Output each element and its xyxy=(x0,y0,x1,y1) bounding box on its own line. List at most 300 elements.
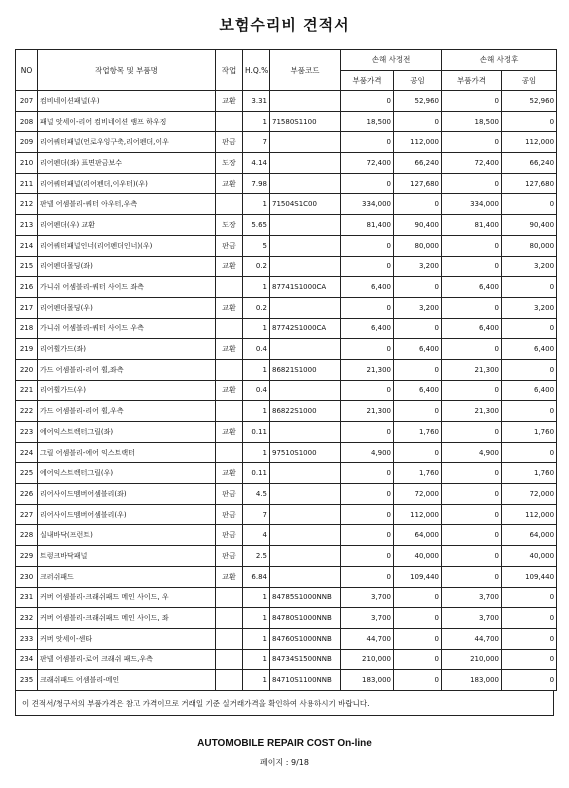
row-hq: 1 xyxy=(243,359,270,380)
row-hq: 3.31 xyxy=(243,91,270,112)
row-work: 교환 xyxy=(216,91,243,112)
row-before-labor: 90,400 xyxy=(394,215,442,236)
row-item: 리어휠가드(우) xyxy=(38,380,216,401)
table-row xyxy=(16,628,557,649)
row-hq: 6.84 xyxy=(243,566,270,587)
row-item: 커버 앗세이-센타 xyxy=(38,628,216,649)
row-after-part-price: 81,400 xyxy=(442,215,502,236)
row-no: 228 xyxy=(16,525,38,546)
row-after-labor: 0 xyxy=(502,401,557,422)
row-item: 트렁크바닥패널 xyxy=(38,546,216,567)
header-before-part-price: 부품가격 xyxy=(341,70,394,91)
row-item: 크러쉬패드 xyxy=(38,566,216,587)
row-after-part-price: 0 xyxy=(442,422,502,443)
row-after-part-price: 0 xyxy=(442,297,502,318)
row-no: 215 xyxy=(16,256,38,277)
row-no: 219 xyxy=(16,339,38,360)
row-work: 교환 xyxy=(216,566,243,587)
row-work xyxy=(216,649,243,670)
row-before-labor: 0 xyxy=(394,401,442,422)
table-row xyxy=(16,401,557,422)
page-number: 페이지 : 9/18 xyxy=(260,758,309,767)
document-title: 보험수리비 견적서 xyxy=(219,16,350,34)
row-before-labor: 0 xyxy=(394,442,442,463)
row-after-part-price: 0 xyxy=(442,546,502,567)
table-row xyxy=(16,256,557,277)
row-hq: 0.11 xyxy=(243,422,270,443)
row-item: 가니쉬 어셈블리-쿼터 사이드 좌측 xyxy=(38,277,216,298)
row-before-part-price: 0 xyxy=(341,132,394,153)
row-no: 223 xyxy=(16,422,38,443)
row-before-part-price: 72,400 xyxy=(341,153,394,174)
row-hq: 1 xyxy=(243,401,270,422)
row-hq: 1 xyxy=(243,670,270,691)
header-code: 부품코드 xyxy=(270,50,341,91)
row-before-part-price: 81,400 xyxy=(341,215,394,236)
row-part-code xyxy=(270,297,341,318)
row-before-labor: 6,400 xyxy=(394,339,442,360)
row-before-part-price: 6,400 xyxy=(341,318,394,339)
row-work: 판금 xyxy=(216,235,243,256)
row-item: 패널 앗세이-리어 컴비네이션 램프 하우징 xyxy=(38,111,216,132)
row-work xyxy=(216,194,243,215)
row-before-part-price: 0 xyxy=(341,463,394,484)
row-before-labor: 1,760 xyxy=(394,422,442,443)
row-item: 크래쉬패드 어셈블리-메인 xyxy=(38,670,216,691)
table-row xyxy=(16,670,557,691)
row-hq: 7 xyxy=(243,132,270,153)
row-hq: 7 xyxy=(243,504,270,525)
row-after-labor: 109,440 xyxy=(502,566,557,587)
row-before-part-price: 0 xyxy=(341,235,394,256)
row-before-labor: 52,960 xyxy=(394,91,442,112)
row-item: 리어사이드멤버어셈블리(좌) xyxy=(38,484,216,505)
row-after-part-price: 0 xyxy=(442,132,502,153)
header-after: 손해 사정후 xyxy=(442,50,557,71)
row-part-code: 87741S1000CA xyxy=(270,277,341,298)
row-after-part-price: 21,300 xyxy=(442,359,502,380)
header-after-labor: 공임 xyxy=(502,70,557,91)
row-before-labor: 1,760 xyxy=(394,463,442,484)
row-before-part-price: 18,500 xyxy=(341,111,394,132)
row-work: 판금 xyxy=(216,504,243,525)
row-after-labor: 3,200 xyxy=(502,256,557,277)
row-hq: 1 xyxy=(243,442,270,463)
row-before-part-price: 0 xyxy=(341,91,394,112)
row-before-labor: 0 xyxy=(394,359,442,380)
row-item: 리어펜더(우) 교환 xyxy=(38,215,216,236)
row-item: 커버 어셈블리-크래쉬패드 메인 사이드, 우 xyxy=(38,587,216,608)
row-part-code xyxy=(270,91,341,112)
row-item: 판넬 어셈블리-쿼터 아우터,우측 xyxy=(38,194,216,215)
table-row xyxy=(16,194,557,215)
row-before-part-price: 3,700 xyxy=(341,608,394,629)
row-after-labor: 90,400 xyxy=(502,215,557,236)
row-after-labor: 0 xyxy=(502,587,557,608)
row-hq: 1 xyxy=(243,111,270,132)
row-before-labor: 3,200 xyxy=(394,256,442,277)
row-before-part-price: 3,700 xyxy=(341,587,394,608)
table-row xyxy=(16,442,557,463)
row-item: 가드 어셈블리-리어 휠,우측 xyxy=(38,401,216,422)
row-before-part-price: 6,400 xyxy=(341,277,394,298)
header-hq: H.Q.% xyxy=(243,50,270,91)
row-item: 커버 어셈블리-크래쉬패드 메인 사이드, 좌 xyxy=(38,608,216,629)
row-after-part-price: 0 xyxy=(442,339,502,360)
row-work: 도장 xyxy=(216,215,243,236)
row-work: 판금 xyxy=(216,484,243,505)
row-after-part-price: 72,400 xyxy=(442,153,502,174)
row-hq: 0.4 xyxy=(243,339,270,360)
row-after-part-price: 334,000 xyxy=(442,194,502,215)
row-part-code xyxy=(270,463,341,484)
row-after-part-price: 6,400 xyxy=(442,318,502,339)
row-item: 실내바닥(프런트) xyxy=(38,525,216,546)
row-hq: 4 xyxy=(243,525,270,546)
row-before-part-price: 4,900 xyxy=(341,442,394,463)
row-part-code xyxy=(270,422,341,443)
row-after-labor: 0 xyxy=(502,442,557,463)
row-no: 231 xyxy=(16,587,38,608)
row-item: 리어사이드멤버어셈블리(우) xyxy=(38,504,216,525)
disclaimer-note: 이 견적서/청구서의 부품가격은 참고 가격이므로 거래일 기준 실거래가격을 확인하여 사용하시기 바랍니다. xyxy=(15,690,554,716)
row-part-code: 84780S1000NNB xyxy=(270,608,341,629)
row-before-part-price: 334,000 xyxy=(341,194,394,215)
row-no: 211 xyxy=(16,173,38,194)
row-before-labor: 127,680 xyxy=(394,173,442,194)
row-work: 판금 xyxy=(216,132,243,153)
row-work: 판금 xyxy=(216,525,243,546)
row-part-code xyxy=(270,235,341,256)
row-after-labor: 52,960 xyxy=(502,91,557,112)
row-item: 리어휠가드(좌) xyxy=(38,339,216,360)
table-row xyxy=(16,380,557,401)
row-hq: 4.5 xyxy=(243,484,270,505)
row-after-labor: 0 xyxy=(502,277,557,298)
row-work: 판금 xyxy=(216,546,243,567)
row-work: 교환 xyxy=(216,173,243,194)
row-after-part-price: 21,300 xyxy=(442,401,502,422)
table-row xyxy=(16,153,557,174)
row-after-labor: 1,760 xyxy=(502,463,557,484)
row-before-labor: 0 xyxy=(394,318,442,339)
row-after-labor: 6,400 xyxy=(502,339,557,360)
row-item: 가드 어셈블리-리어 휠,좌측 xyxy=(38,359,216,380)
row-after-part-price: 18,500 xyxy=(442,111,502,132)
header-after-part-price: 부품가격 xyxy=(442,70,502,91)
row-before-part-price: 0 xyxy=(341,256,394,277)
row-part-code xyxy=(270,546,341,567)
row-after-part-price: 0 xyxy=(442,566,502,587)
table-row xyxy=(16,422,557,443)
row-after-part-price: 0 xyxy=(442,484,502,505)
row-part-code xyxy=(270,525,341,546)
row-item: 가니쉬 어셈블리-쿼터 사이드 우측 xyxy=(38,318,216,339)
row-after-labor: 0 xyxy=(502,649,557,670)
row-before-labor: 72,000 xyxy=(394,484,442,505)
header-no: NO xyxy=(16,50,38,91)
table-row xyxy=(16,132,557,153)
row-work xyxy=(216,111,243,132)
row-work xyxy=(216,587,243,608)
row-no: 233 xyxy=(16,628,38,649)
row-part-code xyxy=(270,173,341,194)
table-row xyxy=(16,463,557,484)
row-part-code: 84710S1100NNB xyxy=(270,670,341,691)
row-no: 222 xyxy=(16,401,38,422)
row-after-labor: 1,760 xyxy=(502,422,557,443)
row-no: 214 xyxy=(16,235,38,256)
row-part-code: 71504S1C00 xyxy=(270,194,341,215)
row-after-labor: 3,200 xyxy=(502,297,557,318)
row-after-part-price: 0 xyxy=(442,380,502,401)
row-before-part-price: 21,300 xyxy=(341,359,394,380)
footer-brand: AUTOMOBILE REPAIR COST On-line xyxy=(197,738,372,749)
row-no: 207 xyxy=(16,91,38,112)
row-no: 230 xyxy=(16,566,38,587)
row-item: 판넬 어셈블리-로어 크래쉬 패드,우측 xyxy=(38,649,216,670)
table-row xyxy=(16,587,557,608)
row-before-labor: 0 xyxy=(394,587,442,608)
row-hq: 1 xyxy=(243,628,270,649)
row-after-part-price: 44,700 xyxy=(442,628,502,649)
row-after-part-price: 0 xyxy=(442,235,502,256)
row-before-part-price: 0 xyxy=(341,380,394,401)
row-part-code xyxy=(270,504,341,525)
table-row xyxy=(16,608,557,629)
table-row xyxy=(16,173,557,194)
row-part-code xyxy=(270,484,341,505)
row-before-part-price: 183,000 xyxy=(341,670,394,691)
table-row xyxy=(16,111,557,132)
row-work: 교환 xyxy=(216,463,243,484)
row-after-part-price: 0 xyxy=(442,91,502,112)
row-after-part-price: 210,000 xyxy=(442,649,502,670)
row-before-labor: 0 xyxy=(394,194,442,215)
row-after-part-price: 0 xyxy=(442,256,502,277)
row-work xyxy=(216,442,243,463)
row-item: 에어익스트렉터그릴(우) xyxy=(38,463,216,484)
header-before: 손해 사정전 xyxy=(341,50,442,71)
row-after-labor: 0 xyxy=(502,111,557,132)
row-hq: 1 xyxy=(243,318,270,339)
row-no: 226 xyxy=(16,484,38,505)
row-before-part-price: 0 xyxy=(341,504,394,525)
row-before-labor: 0 xyxy=(394,608,442,629)
row-part-code: 87742S1000CA xyxy=(270,318,341,339)
row-no: 217 xyxy=(16,297,38,318)
row-after-part-price: 6,400 xyxy=(442,277,502,298)
row-hq: 2.5 xyxy=(243,546,270,567)
row-part-code xyxy=(270,339,341,360)
row-before-labor: 0 xyxy=(394,277,442,298)
table-row xyxy=(16,649,557,670)
row-item: 에어익스트렉터그릴(좌) xyxy=(38,422,216,443)
row-part-code xyxy=(270,566,341,587)
row-before-labor: 40,000 xyxy=(394,546,442,567)
row-no: 212 xyxy=(16,194,38,215)
row-after-labor: 72,000 xyxy=(502,484,557,505)
table-row xyxy=(16,235,557,256)
row-after-labor: 0 xyxy=(502,194,557,215)
header-before-labor: 공임 xyxy=(394,70,442,91)
row-no: 227 xyxy=(16,504,38,525)
row-no: 229 xyxy=(16,546,38,567)
row-before-part-price: 0 xyxy=(341,173,394,194)
table-row xyxy=(16,215,557,236)
row-hq: 4.14 xyxy=(243,153,270,174)
row-after-part-price: 3,700 xyxy=(442,587,502,608)
row-item: 리어펜더몰딩(좌) xyxy=(38,256,216,277)
row-after-part-price: 0 xyxy=(442,173,502,194)
row-after-labor: 80,000 xyxy=(502,235,557,256)
row-no: 224 xyxy=(16,442,38,463)
row-item: 컴비네이션패널(우) xyxy=(38,91,216,112)
row-after-labor: 112,000 xyxy=(502,132,557,153)
row-no: 218 xyxy=(16,318,38,339)
table-row xyxy=(16,546,557,567)
row-after-labor: 0 xyxy=(502,318,557,339)
estimate-table xyxy=(15,49,557,691)
table-row xyxy=(16,277,557,298)
row-no: 235 xyxy=(16,670,38,691)
row-work: 교환 xyxy=(216,422,243,443)
header-item: 작업항목 및 부품명 xyxy=(38,50,216,91)
row-after-labor: 112,000 xyxy=(502,504,557,525)
row-hq: 5.65 xyxy=(243,215,270,236)
row-after-labor: 0 xyxy=(502,608,557,629)
row-before-labor: 80,000 xyxy=(394,235,442,256)
row-hq: 7.98 xyxy=(243,173,270,194)
row-no: 216 xyxy=(16,277,38,298)
row-work xyxy=(216,628,243,649)
row-part-code: 97510S1000 xyxy=(270,442,341,463)
row-part-code xyxy=(270,153,341,174)
row-item: 리어펜더(좌) 표면판금보수 xyxy=(38,153,216,174)
table-row xyxy=(16,359,557,380)
row-hq: 1 xyxy=(243,587,270,608)
row-work xyxy=(216,670,243,691)
row-after-labor: 64,000 xyxy=(502,525,557,546)
row-before-labor: 6,400 xyxy=(394,380,442,401)
row-before-labor: 3,200 xyxy=(394,297,442,318)
table-row xyxy=(16,297,557,318)
table-row xyxy=(16,91,557,112)
row-before-labor: 64,000 xyxy=(394,525,442,546)
row-no: 234 xyxy=(16,649,38,670)
row-after-labor: 6,400 xyxy=(502,380,557,401)
row-after-labor: 66,240 xyxy=(502,153,557,174)
row-before-labor: 112,000 xyxy=(394,132,442,153)
table-row xyxy=(16,504,557,525)
row-before-labor: 112,000 xyxy=(394,504,442,525)
row-after-part-price: 3,700 xyxy=(442,608,502,629)
row-part-code xyxy=(270,380,341,401)
row-before-part-price: 0 xyxy=(341,546,394,567)
row-no: 221 xyxy=(16,380,38,401)
row-before-part-price: 21,300 xyxy=(341,401,394,422)
row-before-labor: 109,440 xyxy=(394,566,442,587)
row-work: 도장 xyxy=(216,153,243,174)
row-after-part-price: 0 xyxy=(442,525,502,546)
row-work xyxy=(216,318,243,339)
row-part-code: 71580S1100 xyxy=(270,111,341,132)
row-hq: 1 xyxy=(243,649,270,670)
row-after-labor: 0 xyxy=(502,359,557,380)
row-work: 교환 xyxy=(216,380,243,401)
row-part-code xyxy=(270,215,341,236)
row-before-part-price: 0 xyxy=(341,525,394,546)
row-hq: 0.4 xyxy=(243,380,270,401)
row-after-part-price: 4,900 xyxy=(442,442,502,463)
row-work xyxy=(216,608,243,629)
row-part-code: 86821S1000 xyxy=(270,359,341,380)
row-before-labor: 0 xyxy=(394,670,442,691)
table-row xyxy=(16,484,557,505)
row-work xyxy=(216,277,243,298)
row-before-part-price: 0 xyxy=(341,297,394,318)
table-row xyxy=(16,318,557,339)
row-item: 리어펜더몰딩(우) xyxy=(38,297,216,318)
row-hq: 0.2 xyxy=(243,256,270,277)
row-after-labor: 127,680 xyxy=(502,173,557,194)
row-no: 220 xyxy=(16,359,38,380)
row-before-part-price: 0 xyxy=(341,484,394,505)
row-part-code: 86822S1000 xyxy=(270,401,341,422)
row-item: 그릴 어셈블리-에어 익스트랙터 xyxy=(38,442,216,463)
table-row xyxy=(16,339,557,360)
row-before-part-price: 0 xyxy=(341,339,394,360)
row-no: 208 xyxy=(16,111,38,132)
row-hq: 0.2 xyxy=(243,297,270,318)
table-row xyxy=(16,525,557,546)
row-after-part-price: 183,000 xyxy=(442,670,502,691)
row-item: 리어쿼터패널(언로우잉구축,리어펜더,이우 xyxy=(38,132,216,153)
row-part-code xyxy=(270,132,341,153)
row-before-labor: 0 xyxy=(394,649,442,670)
row-part-code: 84734S1500NNB xyxy=(270,649,341,670)
row-hq: 5 xyxy=(243,235,270,256)
row-before-labor: 0 xyxy=(394,111,442,132)
header-work: 작업 xyxy=(216,50,243,91)
row-work xyxy=(216,401,243,422)
row-hq: 1 xyxy=(243,277,270,298)
row-no: 232 xyxy=(16,608,38,629)
row-hq: 1 xyxy=(243,194,270,215)
row-part-code xyxy=(270,256,341,277)
row-part-code: 84760S1000NNB xyxy=(270,628,341,649)
row-hq: 1 xyxy=(243,608,270,629)
row-no: 210 xyxy=(16,153,38,174)
row-no: 213 xyxy=(16,215,38,236)
row-hq: 0.11 xyxy=(243,463,270,484)
table-row xyxy=(16,566,557,587)
row-item: 리어쿼터패널(리어펜더,이우터)(우) xyxy=(38,173,216,194)
row-before-labor: 66,240 xyxy=(394,153,442,174)
row-before-part-price: 0 xyxy=(341,566,394,587)
row-item: 리어쿼터패널인너(리어펜더인너)(우) xyxy=(38,235,216,256)
row-after-labor: 40,000 xyxy=(502,546,557,567)
row-before-part-price: 44,700 xyxy=(341,628,394,649)
row-after-labor: 0 xyxy=(502,628,557,649)
row-before-part-price: 210,000 xyxy=(341,649,394,670)
row-before-labor: 0 xyxy=(394,628,442,649)
row-after-part-price: 0 xyxy=(442,504,502,525)
row-work: 교환 xyxy=(216,339,243,360)
row-work: 교환 xyxy=(216,256,243,277)
row-no: 209 xyxy=(16,132,38,153)
row-work xyxy=(216,359,243,380)
